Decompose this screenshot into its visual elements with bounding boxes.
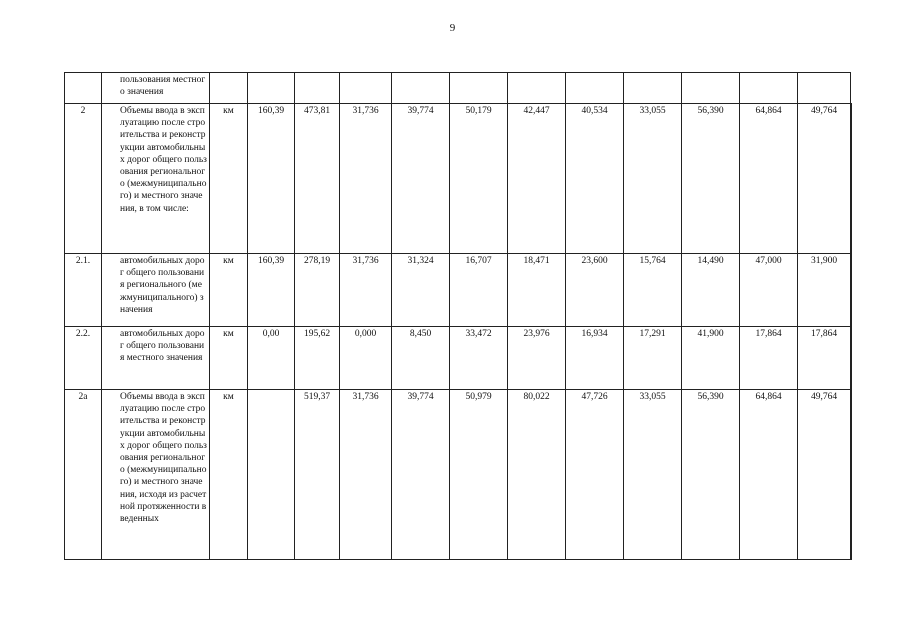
value-cell: 0,00 bbox=[248, 327, 295, 390]
value-cell bbox=[450, 73, 508, 104]
row-number bbox=[65, 73, 102, 104]
row-name: автомобильных дорог общего пользования местного значения bbox=[102, 327, 210, 390]
value-cell: 50,979 bbox=[450, 390, 508, 560]
value-cell bbox=[682, 73, 740, 104]
page-number: 9 bbox=[449, 22, 456, 34]
value-cell: 64,864 bbox=[740, 390, 798, 560]
value-cell: 31,900 bbox=[798, 254, 851, 327]
value-cell bbox=[740, 73, 798, 104]
value-cell bbox=[248, 390, 295, 560]
value-cell bbox=[295, 73, 340, 104]
value-cell: 15,764 bbox=[624, 254, 682, 327]
row-unit: км bbox=[210, 104, 248, 254]
table-row bbox=[65, 73, 852, 104]
row-name: пользования местного значения bbox=[102, 73, 210, 104]
value-cell: 49,764 bbox=[798, 104, 851, 254]
value-cell: 31,324 bbox=[392, 254, 450, 327]
value-cell: 278,19 bbox=[295, 254, 340, 327]
value-cell bbox=[508, 73, 566, 104]
value-cell: 16,707 bbox=[450, 254, 508, 327]
value-cell bbox=[851, 390, 852, 560]
data-table bbox=[64, 72, 852, 560]
value-cell bbox=[392, 73, 450, 104]
value-cell bbox=[340, 73, 392, 104]
row-number: 2.2. bbox=[65, 327, 102, 390]
value-cell: 31,736 bbox=[340, 390, 392, 560]
value-cell: 23,600 bbox=[566, 254, 624, 327]
row-unit: км bbox=[210, 327, 248, 390]
value-cell: 160,39 bbox=[248, 254, 295, 327]
value-cell: 160,39 bbox=[248, 104, 295, 254]
value-cell: 47,726 bbox=[566, 390, 624, 560]
value-cell: 18,471 bbox=[508, 254, 566, 327]
value-cell: 80,022 bbox=[508, 390, 566, 560]
value-cell: 33,055 bbox=[624, 390, 682, 560]
value-cell: 23,976 bbox=[508, 327, 566, 390]
value-cell: 16,934 bbox=[566, 327, 624, 390]
value-cell bbox=[851, 254, 852, 327]
value-cell bbox=[566, 73, 624, 104]
value-cell: 31,736 bbox=[340, 104, 392, 254]
value-cell bbox=[798, 73, 851, 104]
value-cell: 49,764 bbox=[798, 390, 851, 560]
value-cell: 64,864 bbox=[740, 104, 798, 254]
table-row bbox=[65, 390, 852, 560]
value-cell: 39,774 bbox=[392, 390, 450, 560]
value-cell: 14,490 bbox=[682, 254, 740, 327]
table-row bbox=[65, 104, 852, 254]
value-cell: 39,774 bbox=[392, 104, 450, 254]
value-cell: 33,472 bbox=[450, 327, 508, 390]
value-cell: 56,390 bbox=[682, 104, 740, 254]
value-cell: 42,447 bbox=[508, 104, 566, 254]
row-number: 2 bbox=[65, 104, 102, 254]
table-row bbox=[65, 254, 852, 327]
value-cell: 56,390 bbox=[682, 390, 740, 560]
value-cell: 17,864 bbox=[740, 327, 798, 390]
value-cell: 519,37 bbox=[295, 390, 340, 560]
value-cell: 17,291 bbox=[624, 327, 682, 390]
row-number: 2.1. bbox=[65, 254, 102, 327]
row-unit bbox=[210, 73, 248, 104]
table-row bbox=[65, 327, 852, 390]
value-cell: 0,000 bbox=[340, 327, 392, 390]
row-name: Объемы ввода в эксплуатацию после строительства и реконструкции автомобильных дорог общего пользования регионального (межмуниципального) и местного значения, исходя из расчетной протяженности введенных bbox=[102, 390, 210, 560]
value-cell: 17,864 bbox=[798, 327, 851, 390]
row-name: Объемы ввода в эксплуатацию после строительства и реконструкции автомобильных дорог общего пользования регионального (межмуниципального) и местного значения, в том числе: bbox=[102, 104, 210, 254]
value-cell: 40,534 bbox=[566, 104, 624, 254]
value-cell bbox=[248, 73, 295, 104]
value-cell: 195,62 bbox=[295, 327, 340, 390]
row-unit: км bbox=[210, 390, 248, 560]
row-name: автомобильных дорог общего пользования регионального (межмуниципального) значения bbox=[102, 254, 210, 327]
row-unit: км bbox=[210, 254, 248, 327]
value-cell: 47,000 bbox=[740, 254, 798, 327]
value-cell: 41,900 bbox=[682, 327, 740, 390]
value-cell: 8,450 bbox=[392, 327, 450, 390]
value-cell: 31,736 bbox=[340, 254, 392, 327]
value-cell bbox=[851, 104, 852, 254]
value-cell: 473,81 bbox=[295, 104, 340, 254]
value-cell: 50,179 bbox=[450, 104, 508, 254]
value-cell: 33,055 bbox=[624, 104, 682, 254]
row-number: 2а bbox=[65, 390, 102, 560]
value-cell bbox=[624, 73, 682, 104]
value-cell bbox=[851, 327, 852, 390]
